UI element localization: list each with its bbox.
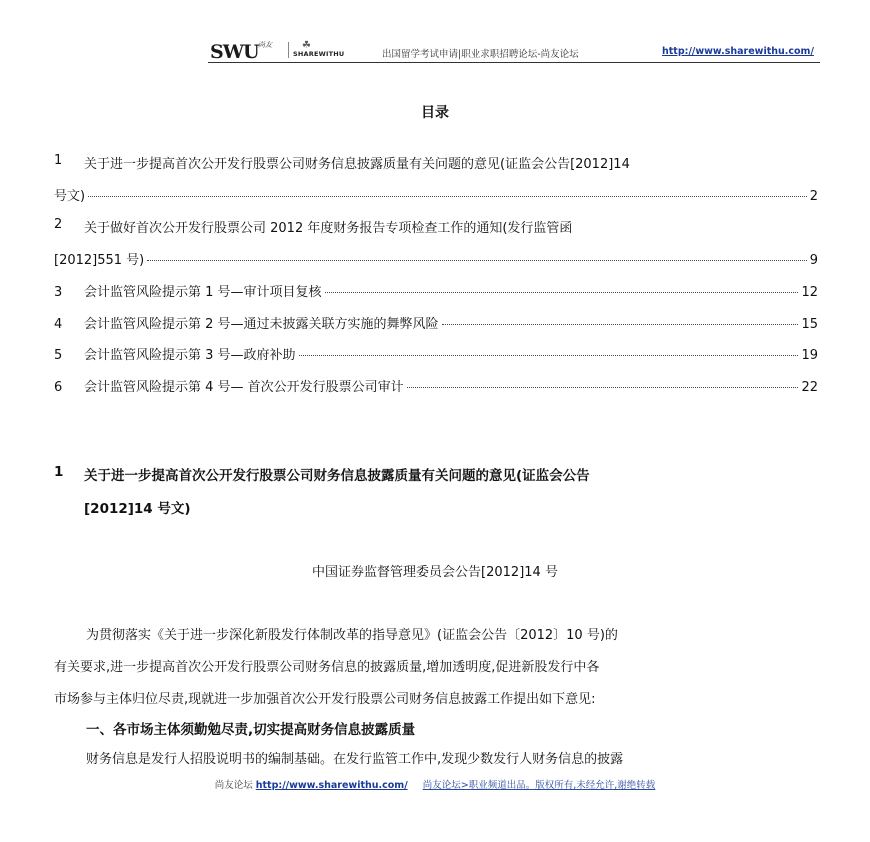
paragraph-1-line-3: 市场参与主体归位尽责,现就进一步加强首次公开发行股票公司财务信息披露工作提出如下意见: bbox=[54, 692, 596, 707]
header-tagline: 出国留学考试申请|职业求职招聘论坛-尚友论坛 bbox=[382, 49, 579, 60]
toc-item-number: 3 bbox=[54, 285, 63, 300]
toc-item-text: 关于进一步提高首次公开发行股票公司财务信息披露质量有关问题的意见(证监会公告[2012]14 bbox=[84, 157, 630, 172]
paragraph-1-line-1: 为贯彻落实《关于进一步深化新股发行体制改革的指导意见》(证监会公告〔2012〕10 号)的 bbox=[86, 628, 618, 643]
page-header bbox=[208, 40, 820, 63]
toc-item-text: 会计监管风险提示第 4 号— 首次公开发行股票公司审计 bbox=[84, 380, 404, 395]
toc-item-4[interactable] bbox=[54, 313, 818, 332]
toc-title: 目录 bbox=[421, 105, 449, 121]
toc-item-text: [2012]551 号) bbox=[54, 253, 145, 268]
toc-item-text: 号文) bbox=[54, 189, 86, 204]
toc-item-text: 关于做好首次公开发行股票公司 2012 年度财务报告专项检查工作的通知(发行监管函 bbox=[84, 221, 573, 236]
paragraph-1-line-2: 有关要求,进一步提高首次公开发行股票公司财务信息的披露质量,增加透明度,促进新股发行中各 bbox=[54, 660, 600, 675]
site-logo-cn: 尚友 bbox=[258, 41, 272, 49]
toc-page-number: 12 bbox=[801, 285, 818, 300]
footer-copyright: 尚友论坛>职业频道出品。版权所有,未经允许,谢绝转载 bbox=[422, 780, 656, 791]
toc-item-3[interactable] bbox=[54, 281, 818, 300]
logo-divider bbox=[288, 42, 289, 58]
footer-url-link[interactable]: http://www.sharewithu.com/ bbox=[255, 780, 408, 791]
toc-page-number: 19 bbox=[801, 348, 818, 363]
toc-item-6[interactable] bbox=[54, 376, 818, 395]
toc-item-number: 6 bbox=[54, 380, 63, 395]
toc-page-number: 9 bbox=[809, 253, 818, 268]
toc-leader bbox=[299, 355, 799, 356]
notice-number: 中国证券监督管理委员会公告[2012]14 号 bbox=[312, 565, 558, 580]
sharewithu-logo: SHAREWITHU bbox=[293, 50, 345, 58]
toc-item-1-continued[interactable] bbox=[54, 185, 818, 204]
toc-item-text: 会计监管风险提示第 2 号—通过未披露关联方实施的舞弊风险 bbox=[84, 317, 439, 332]
toc-item-5[interactable] bbox=[54, 344, 818, 363]
toc-item-number: 5 bbox=[54, 348, 63, 363]
toc-item-number: 1 bbox=[54, 153, 63, 168]
toc-item-text: 会计监管风险提示第 3 号—政府补助 bbox=[84, 348, 296, 363]
toc-page-number: 22 bbox=[801, 380, 818, 395]
sharewithu-mark-icon: ☘ bbox=[302, 40, 311, 51]
subheading-1: 一、各市场主体须勤勉尽责,切实提高财务信息披露质量 bbox=[86, 722, 416, 738]
header-url-link[interactable]: http://www.sharewithu.com/ bbox=[662, 46, 814, 57]
site-logo[interactable]: SWU bbox=[210, 41, 259, 63]
toc-leader bbox=[88, 196, 807, 197]
toc-page-number: 2 bbox=[809, 189, 818, 204]
paragraph-2-line-1: 财务信息是发行人招股说明书的编制基础。在发行监管工作中,发现少数发行人财务信息的披露 bbox=[86, 752, 624, 767]
footer-prefix: 尚友论坛 bbox=[214, 780, 253, 791]
toc-leader bbox=[407, 387, 799, 388]
toc-leader bbox=[325, 292, 799, 293]
toc-item-text: 会计监管风险提示第 1 号—审计项目复核 bbox=[84, 285, 322, 300]
toc-item-number: 2 bbox=[54, 217, 63, 232]
toc-item-number: 4 bbox=[54, 317, 63, 332]
toc-page-number: 15 bbox=[801, 317, 818, 332]
section-title-line-1: 关于进一步提高首次公开发行股票公司财务信息披露质量有关问题的意见(证监会公告 bbox=[84, 468, 590, 484]
toc-leader bbox=[147, 260, 806, 261]
section-number: 1 bbox=[54, 464, 64, 480]
page-footer bbox=[0, 777, 870, 791]
section-title-line-2: [2012]14 号文) bbox=[84, 501, 191, 517]
toc-leader bbox=[442, 324, 799, 325]
toc-item-2-continued[interactable] bbox=[54, 249, 818, 268]
